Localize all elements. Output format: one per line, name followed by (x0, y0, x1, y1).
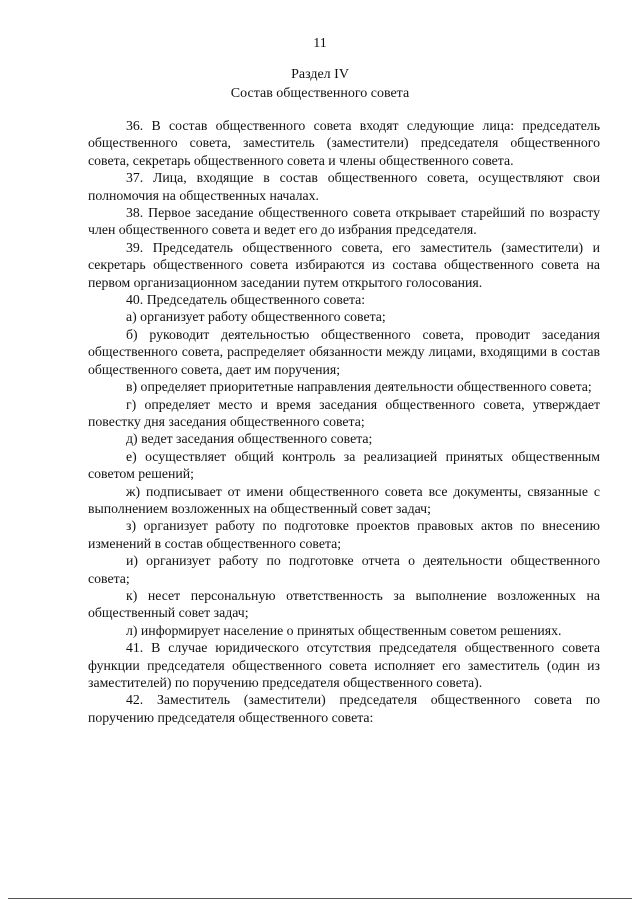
body-text (88, 117, 600, 726)
list-item: е) осуществляет общий контроль за реализацией принятых общественным советом решений; (88, 448, 600, 482)
list-item: в) определяет приоритетные направления деятельности общественного совета; (126, 379, 592, 395)
list-item: к) несет персональную ответственность за выполнение возложенных на общественный совет задач; (88, 587, 600, 621)
list-item: б) руководит деятельностью общественного совета, проводит заседания общественного совета, распределяет обязанности между лицами, входящими в состав общественного совета, дает им поручения; (88, 326, 600, 377)
paragraph: 39. Председатель общественного совета, его заместитель (заместители) и секретарь общественного совета избираются из состава общественного совета на первом организационном заседании путем открытого голосования. (88, 239, 600, 290)
paragraph: 41. В случае юридического отсутствия председателя общественного совета функции председателя общественного совета исполняет его заместитель (один из заместителей) по поручению председателя общественного совета). (88, 640, 600, 690)
page-bottom-rule (8, 898, 632, 899)
list-item: ж) подписывает от имени общественного совета все документы, связанные с выполнением возложенных на общественный совет задач; (88, 483, 600, 516)
page-number: 11 (313, 36, 327, 51)
list-item: а) организует работу общественного совета; (126, 309, 386, 325)
list-item: з) организует работу по подготовке проектов правовых актов по внесению изменений в состав общественного совета; (88, 518, 600, 551)
paragraph: 42. Заместитель (заместители) председателя общественного совета по поручению председателя общественного совета: (88, 692, 600, 725)
section-subtitle: Состав общественного совета (230, 86, 410, 101)
paragraph: 38. Первое заседание общественного совета открывает старейший по возрасту член общественного совета и ведет его до избрания председателя. (88, 205, 600, 238)
paragraph: 36. В состав общественного совета входят следующие лица: председатель общественного совета, заместитель (заместители) председателя общественного совета, секретарь общественного совета и члены общественного совета. (88, 118, 600, 168)
paragraph: 37. Лица, входящие в состав общественного совета, осуществляют свои полномочия на общественных началах. (88, 170, 600, 203)
list-item: д) ведет заседания общественного совета; (126, 431, 373, 447)
section-title: Раздел IV (291, 67, 349, 82)
list-item: и) организует работу по подготовке отчета о деятельности общественного совета; (88, 553, 600, 586)
list-item: л) информирует население о принятых общественным советом решениях. (126, 622, 562, 638)
paragraph: 40. Председатель общественного совета: (126, 292, 366, 308)
list-item: г) определяет место и время заседания общественного совета, утверждает повестку дня заседания общественного совета; (88, 396, 600, 429)
